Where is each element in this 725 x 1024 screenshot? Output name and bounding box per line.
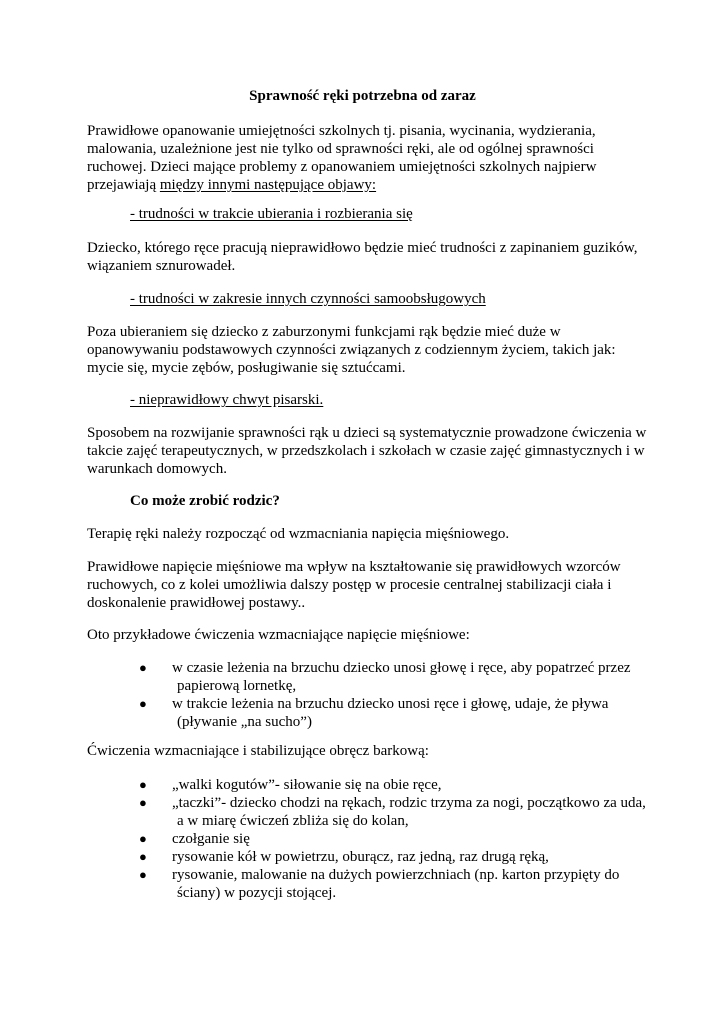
- list-item-line1: w trakcie leżenia na brzuchu dziecko unosi ręce i głowę, udaje, że pływa: [172, 696, 609, 712]
- paragraph-self-care: Poza ubieraniem się dziecko z zaburzonymi funkcjami rąk będzie mieć duże w opanowywaniu podstawowych czynności związanych z codziennym życiem, takich jak: mycie się, mycie zębów, posługiwanie się sztućcami.: [87, 324, 616, 376]
- bullet-dot-icon: ●: [139, 777, 147, 792]
- list-item-line1: „taczki”- dziecko chodzi na rękach, rodzic trzyma za nogi, początkowo za uda,: [172, 795, 646, 811]
- bullet-dot-icon: ●: [139, 795, 147, 810]
- bullet-dot-icon: ●: [139, 831, 147, 846]
- list-item: [130, 830, 650, 848]
- paragraph-shoulder: Ćwiczenia wzmacniające i stabilizujące obręcz barkową:: [87, 743, 429, 759]
- list-item-line2: a w miarę ćwiczeń zbliża się do kolan,: [177, 813, 409, 829]
- list-item-line2: (pływanie „na sucho”): [177, 714, 312, 730]
- list-item: [130, 794, 650, 830]
- list-item-line2: papierową lornetkę,: [177, 678, 297, 694]
- paragraph-therapy: Terapię ręki należy rozpocząć od wzmacniania napięcia mięśniowego.: [87, 526, 510, 542]
- list-item-line1: rysowanie, malowanie na dużych powierzchniach (np. karton przypięty do: [172, 867, 620, 883]
- bullet-dot-icon: ●: [139, 867, 147, 882]
- list-item: [130, 776, 650, 794]
- list-item-line2: ściany) w pozycji stojącej.: [177, 885, 337, 901]
- heading-pencil-grip: - nieprawidłowy chwyt pisarski.: [130, 392, 324, 408]
- list-item: [130, 866, 650, 902]
- intro-underlined-text: między innymi następujące objawy:: [159, 177, 377, 193]
- paragraph-exercises: Sposobem na rozwijanie sprawności rąk u dzieci są systematycznie prowadzone ćwiczenia w takcie zajęć terapeutycznych, w przedszkolach i szkołach w czasie zajęć gimnastycznych i w warunkach domowych.: [87, 425, 647, 477]
- list-item: [130, 659, 650, 695]
- list-item-line1: czołganie się: [172, 831, 250, 847]
- list-item-line1: „walki kogutów”- siłowanie się na obie ręce,: [172, 777, 442, 793]
- heading-parent: Co może zrobić rodzic?: [130, 493, 280, 509]
- bullet-dot-icon: ●: [139, 660, 147, 675]
- paragraph-muscle-tone: Prawidłowe napięcie mięśniowe ma wpływ na kształtowanie się prawidłowych wzorców ruchowych, co z kolei umożliwia dalszy postęp w procesie centralnej stabilizacji ciała i doskonalenie prawidłowej postawy..: [87, 559, 621, 611]
- list-shoulder-exercises: [130, 776, 650, 902]
- bullet-dot-icon: ●: [139, 696, 147, 711]
- document-title: Sprawność ręki potrzebna od zaraz: [249, 88, 476, 104]
- list-item-line1: w czasie leżenia na brzuchu dziecko unosi głowę i ręce, aby popatrzeć przez: [172, 660, 631, 676]
- intro-text: Prawidłowe opanowanie umiejętności szkolnych tj. pisania, wycinania, wydzierania, malowania, uzależnione jest nie tylko od sprawności ręki, ale od ogólnej sprawności ruchowej. Dzieci mające problemy z opanowaniem umiejętności szkolnych najpierw przejawiają: [87, 123, 597, 193]
- heading-dressing: - trudności w trakcie ubierania i rozbierania się: [130, 206, 413, 222]
- paragraph-dressing: Dziecko, którego ręce pracują nieprawidłowo będzie mieć trudności z zapinaniem guzików, wiązaniem sznurowadeł.: [87, 240, 638, 274]
- list-item: [130, 848, 650, 866]
- bullet-dot-icon: ●: [139, 849, 147, 864]
- paragraph-examples: Oto przykładowe ćwiczenia wzmacniające napięcie mięśniowe:: [87, 627, 470, 643]
- list-muscle-exercises: [130, 659, 650, 731]
- list-item-line1: rysowanie kół w powietrzu, oburącz, raz jedną, raz drugą ręką,: [172, 849, 549, 865]
- heading-self-care: - trudności w zakresie innych czynności samoobsługowych: [130, 291, 486, 307]
- list-item: [130, 695, 650, 731]
- intro-paragraph: [87, 122, 652, 194]
